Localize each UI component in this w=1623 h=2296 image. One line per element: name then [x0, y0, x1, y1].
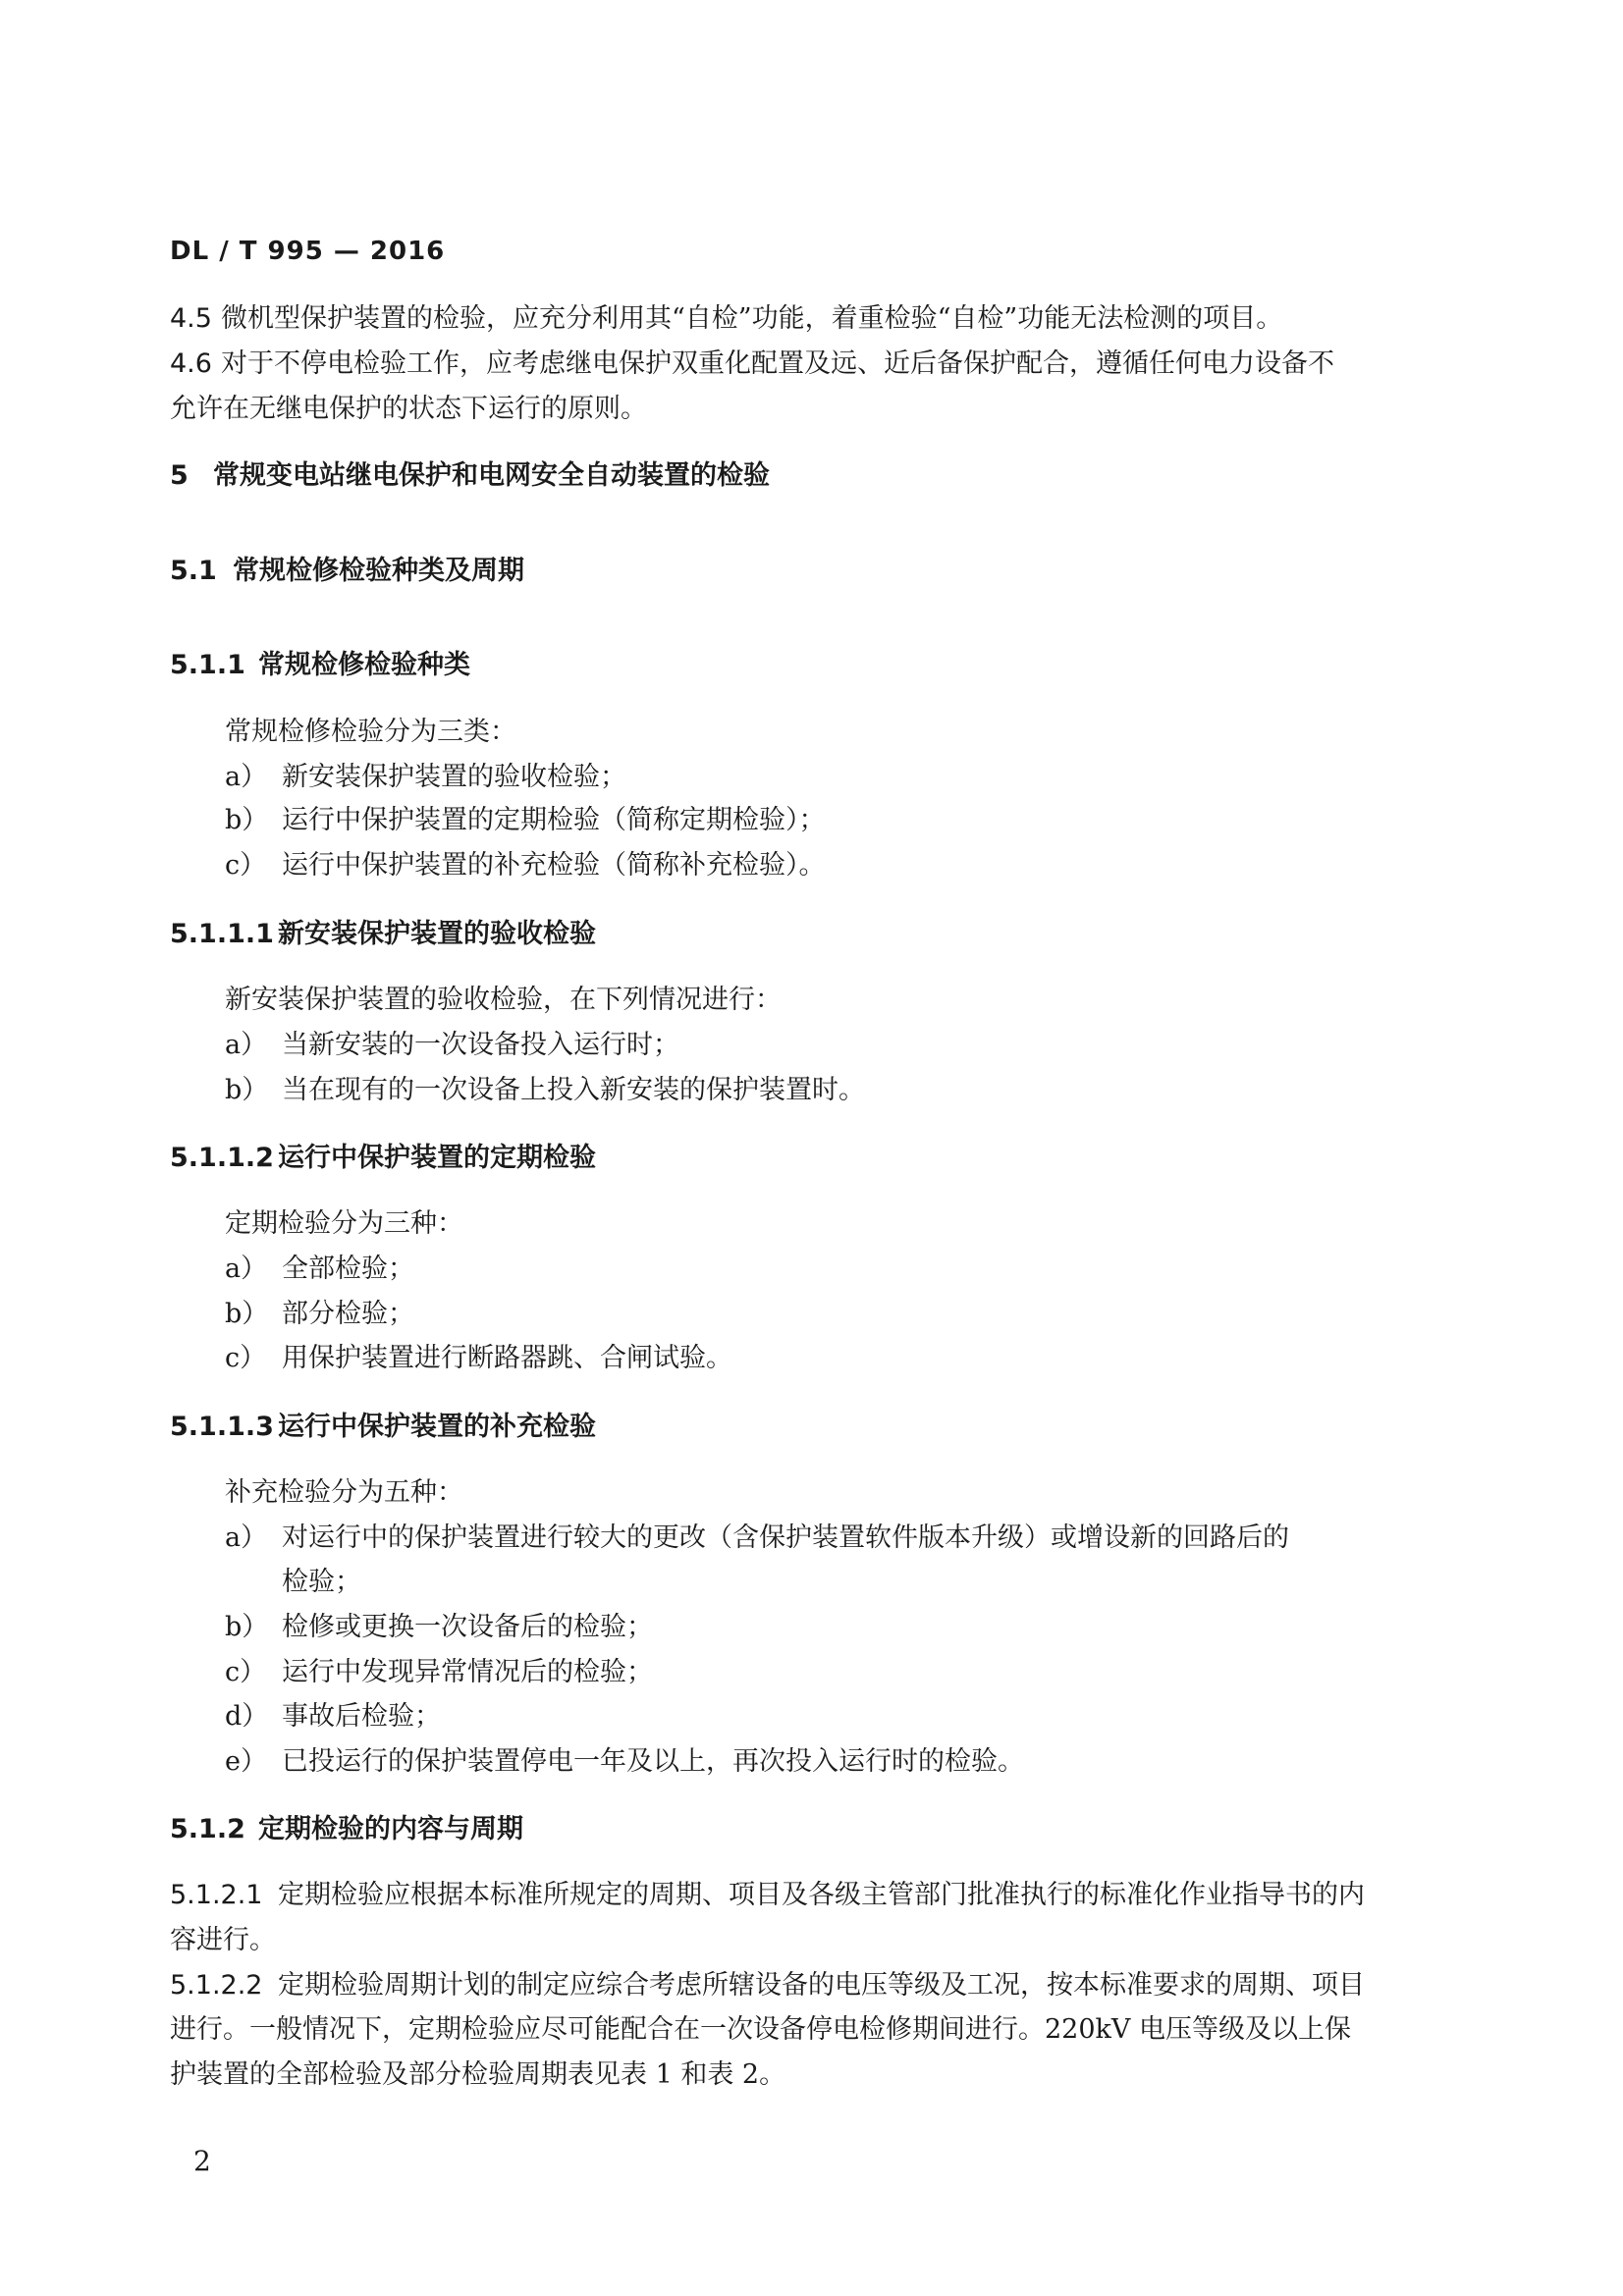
clause-5-1-2-1: [170, 1876, 1365, 1915]
clause-text: 定期检验周期计划的制定应综合考虑所辖设备的电压等级及工况，按本标准要求的周期、项目: [278, 1970, 1365, 2001]
list-intro: 补充检验分为五种：: [225, 1477, 463, 1508]
list-item: d） 事故后检验；: [225, 1701, 441, 1732]
clause-5-1-2-2-cont: 护装置的全部检验及部分检验周期表见表 1 和表 2。: [170, 2059, 786, 2090]
document-id: DL / T 995 — 2016: [170, 237, 446, 266]
list-item: a） 对运行中的保护装置进行较大的更改（含保护装置软件版本升级）或增设新的回路后的: [225, 1522, 1289, 1553]
section-title: 常规检修检验种类: [258, 650, 470, 680]
list-intro: 常规检修检验分为三类：: [225, 717, 516, 747]
clause-text: 对于不停电检验工作，应考虑继电保护双重化配置及远、近后备保护配合，遵循任何电力设备不: [221, 348, 1334, 379]
list-item: a） 全部检验；: [225, 1254, 414, 1284]
section-5-1-1-3-heading: [170, 1408, 596, 1447]
list-item: e） 已投运行的保护装置停电一年及以上，再次投入运行时的检验。: [225, 1746, 1024, 1777]
section-5-1-1-heading: [170, 646, 470, 685]
list-item: c） 运行中保护装置的补充检验（简称补充检验）。: [225, 850, 826, 881]
list-item: c） 运行中发现异常情况后的检验；: [225, 1657, 653, 1687]
clause-4-6: [170, 345, 1334, 384]
list-item: a） 当新安装的一次设备投入运行时；: [225, 1030, 679, 1060]
section-number: 5.1.2: [170, 1814, 245, 1844]
section-number: 5.1.1.3: [170, 1412, 274, 1442]
clause-5-1-2-2: [170, 1966, 1365, 2005]
section-5-1-heading: [170, 552, 524, 591]
section-number: 5.1.1.1: [170, 919, 274, 949]
section-title: 运行中保护装置的定期检验: [278, 1143, 596, 1173]
list-intro: 定期检验分为三种：: [225, 1208, 463, 1239]
list-item: b） 运行中保护装置的定期检验（简称定期检验）；: [225, 805, 826, 835]
section-title: 新安装保护装置的验收检验: [278, 919, 596, 949]
clause-text: 微机型保护装置的检验，应充分利用其“自检”功能，着重检验“自检”功能无法检测的项目。: [221, 303, 1283, 334]
clause-text: 定期检验应根据本标准所规定的周期、项目及各级主管部门批准执行的标准化作业指导书的内: [278, 1880, 1365, 1910]
section-5-1-2-heading: [170, 1810, 523, 1849]
clause-5-1-2-1-cont: 容进行。: [170, 1925, 276, 1955]
clause-4-6-cont: 允许在无继电保护的状态下运行的原则。: [170, 394, 647, 424]
list-item: b） 部分检验；: [225, 1299, 414, 1329]
clause-number: 5.1.2.1: [170, 1880, 263, 1910]
section-title: 定期检验的内容与周期: [258, 1814, 523, 1844]
list-item-cont: 检验；: [282, 1567, 361, 1597]
clause-number: 4.6: [170, 348, 212, 379]
clause-number: 5.1.2.2: [170, 1970, 263, 2001]
page-number: 2: [193, 2145, 211, 2177]
clause-number: 4.5: [170, 303, 212, 334]
section-5-1-1-1-heading: [170, 915, 596, 954]
list-item: b） 当在现有的一次设备上投入新安装的保护装置时。: [225, 1075, 865, 1105]
section-title: 常规检修检验种类及周期: [233, 556, 524, 586]
section-title: 常规变电站继电保护和电网安全自动装置的检验: [213, 460, 770, 491]
list-intro: 新安装保护装置的验收检验，在下列情况进行：: [225, 985, 782, 1015]
list-item: a） 新安装保护装置的验收检验；: [225, 762, 626, 792]
section-5-heading: [170, 456, 770, 496]
section-number: 5.1: [170, 556, 217, 586]
clause-5-1-2-2-cont: 进行。一般情况下，定期检验应尽可能配合在一次设备停电检修期间进行。220kV 电压等级及以上保: [170, 2014, 1351, 2045]
section-number: 5.1.1: [170, 650, 245, 680]
list-item: c） 用保护装置进行断路器跳、合闸试验。: [225, 1343, 732, 1373]
clause-4-5: [170, 299, 1282, 339]
list-item: b） 检修或更换一次设备后的检验；: [225, 1612, 653, 1642]
section-title: 运行中保护装置的补充检验: [278, 1412, 596, 1442]
section-5-1-1-2-heading: [170, 1139, 596, 1178]
section-number: 5: [170, 460, 189, 491]
section-number: 5.1.1.2: [170, 1143, 274, 1173]
